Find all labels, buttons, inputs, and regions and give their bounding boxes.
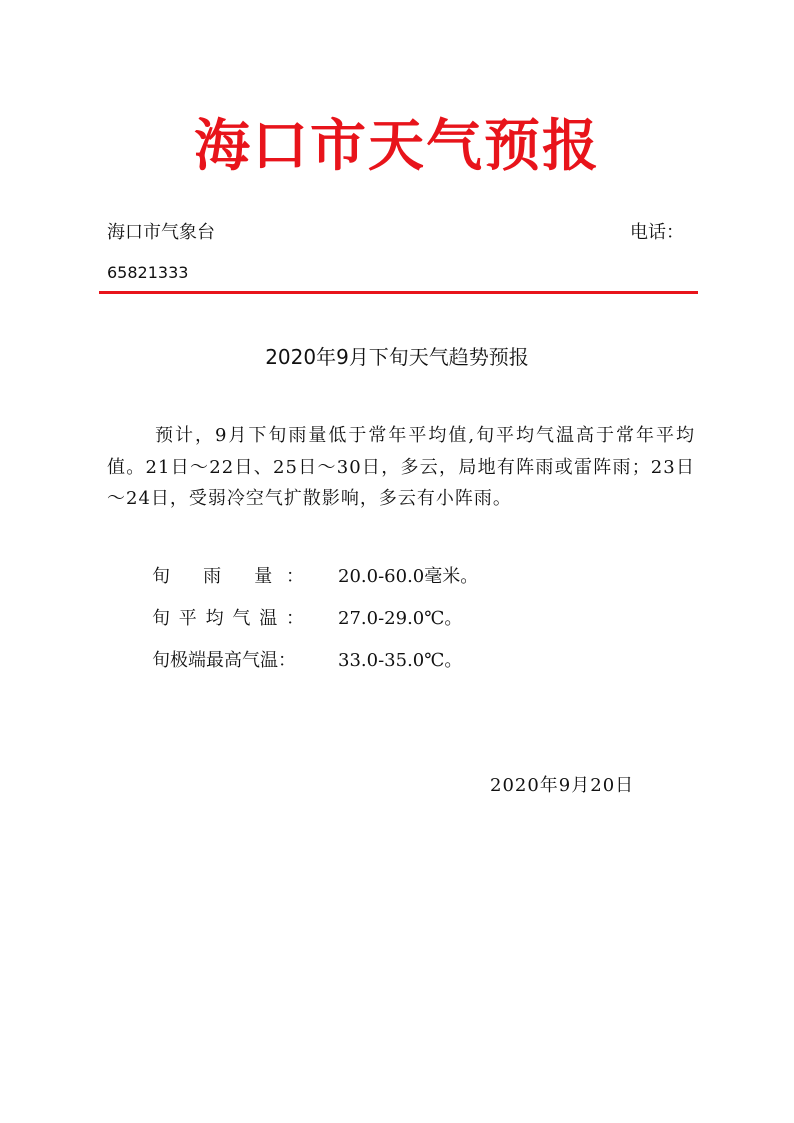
stat-label: 旬平均气温： <box>152 608 304 629</box>
stat-row-average-temperature <box>152 605 462 633</box>
phone-label: 电话： <box>630 222 684 243</box>
issue-date: 2020年9月20日 <box>490 775 635 796</box>
stat-row-max-temperature <box>152 647 462 675</box>
phone-number: 65821333 <box>107 263 189 282</box>
header-divider <box>99 291 698 294</box>
stat-value: 33.0-35.0℃。 <box>338 650 463 671</box>
stat-value: 20.0-60.0毫米。 <box>338 566 479 587</box>
stat-row-rainfall <box>152 563 478 591</box>
issuer-name: 海口市气象台 <box>107 222 215 243</box>
stat-label: 旬 雨 量： <box>152 566 304 587</box>
report-title: 2020年9月下旬天气趋势预报 <box>265 345 529 369</box>
stat-label: 旬极端最高气温： <box>152 650 296 671</box>
report-body: 预计，9月下旬雨量低于常年平均值,旬平均气温高于常年平均值。21日～22日、25日～30日，多云，局地有阵雨或雷阵雨；23日～24日，受弱冷空气扩散影响，多云有小阵雨。 <box>107 425 695 509</box>
stat-value: 27.0-29.0℃。 <box>338 608 463 629</box>
masthead-title: 海口市天气预报 <box>194 114 600 179</box>
